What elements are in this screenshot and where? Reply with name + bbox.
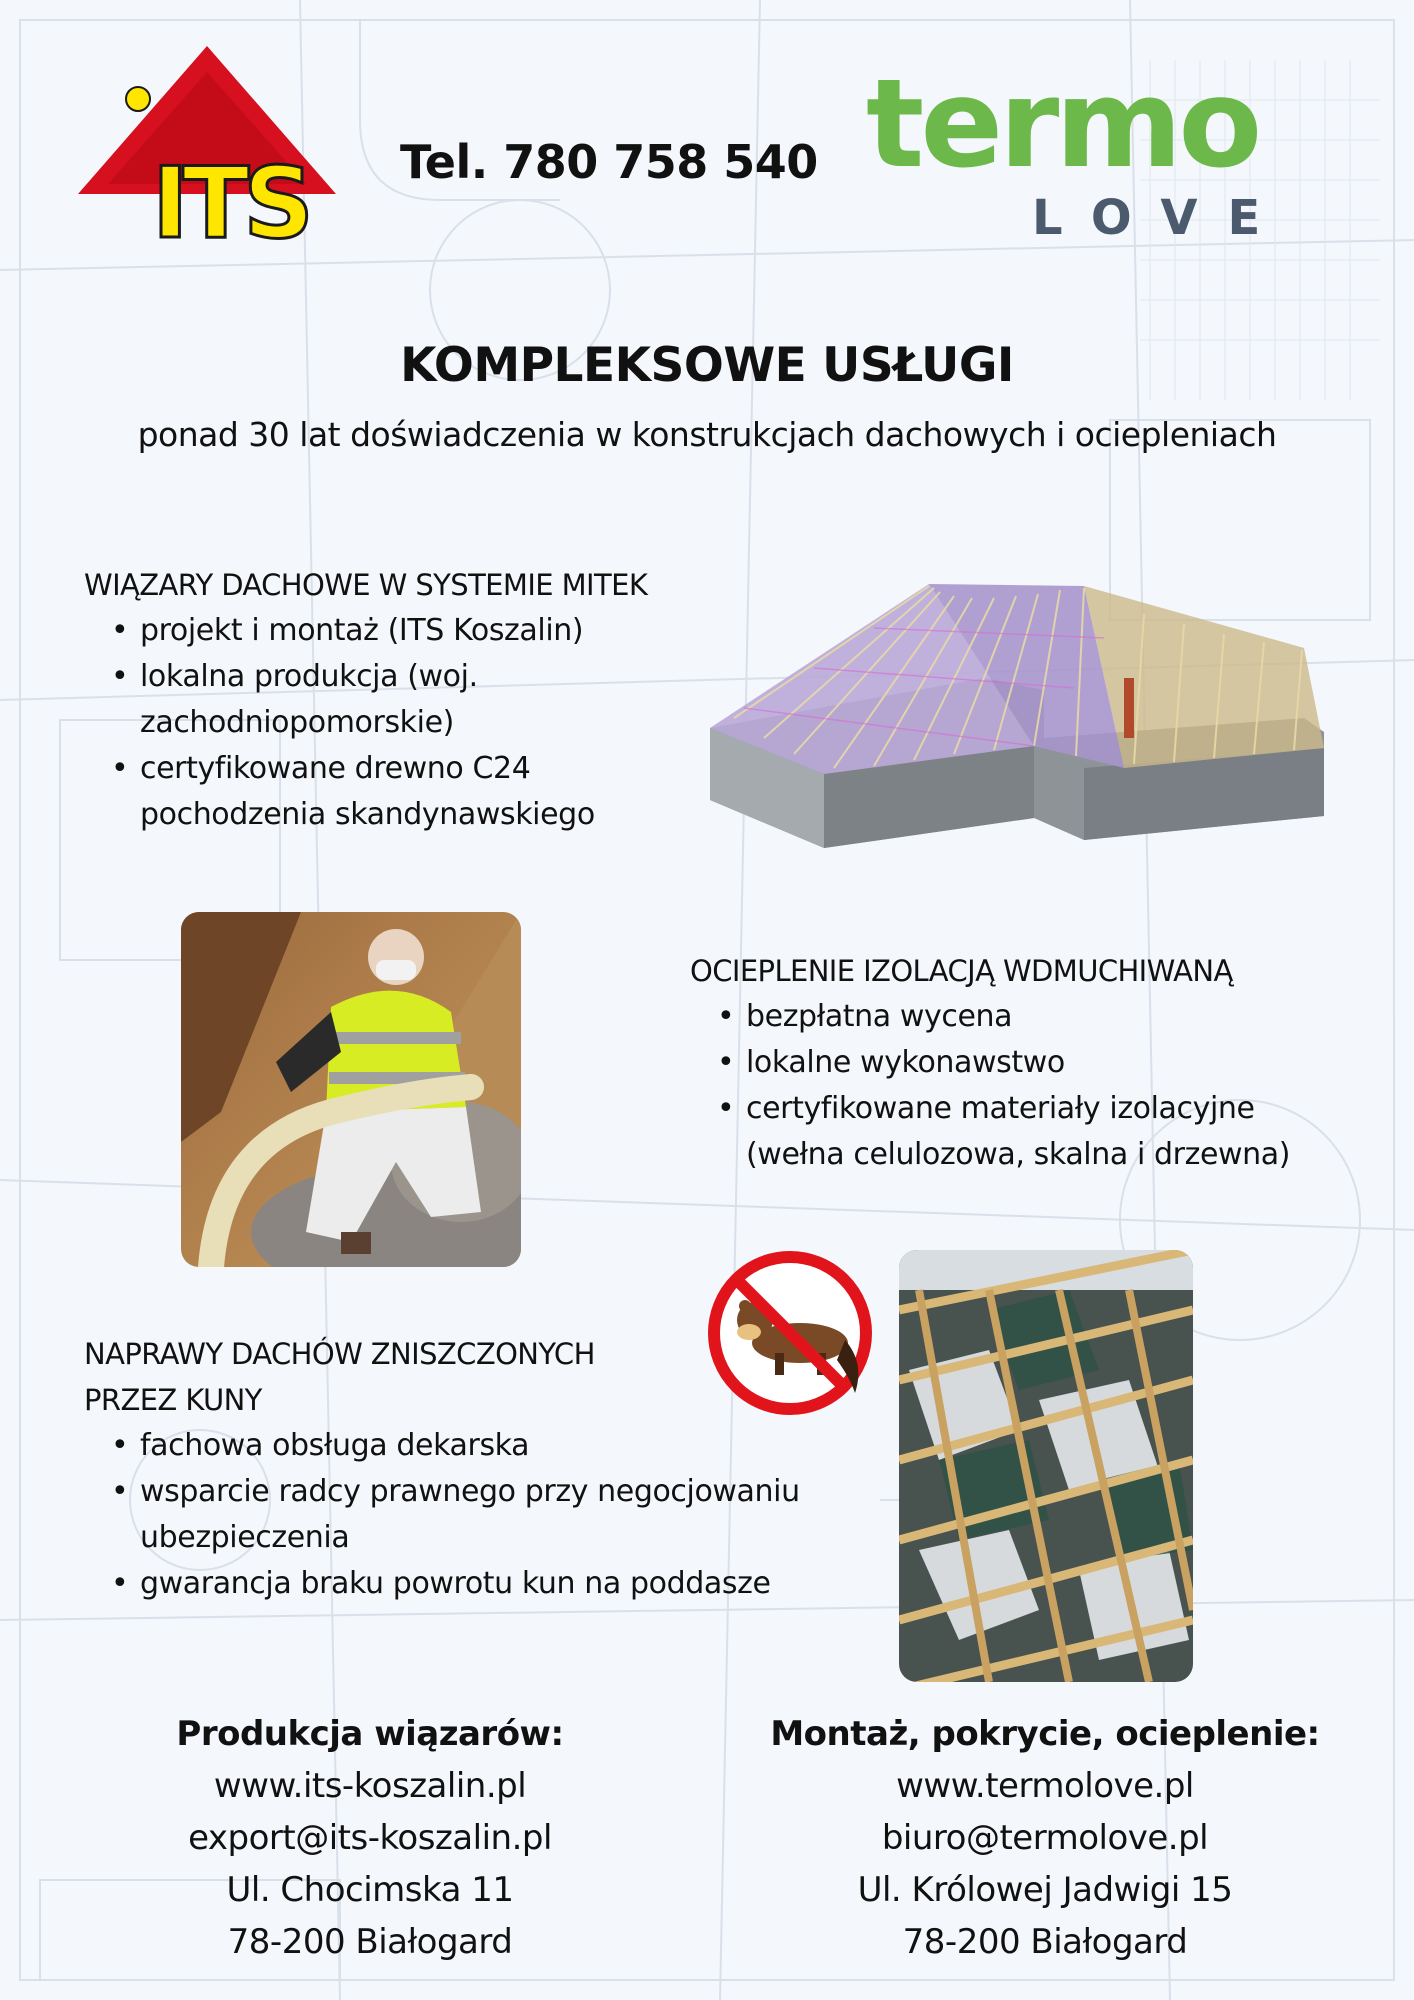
list-item: • projekt i montaż (ITS Koszalin) — [84, 608, 724, 654]
its-logo-text: ITS — [152, 147, 308, 244]
roof-truss-render-image — [704, 578, 1324, 848]
list-item: • gwarancja braku powrotu kun na poddasze — [84, 1561, 884, 1607]
trusses-heading: WIĄZARY DACHOWE W SYSTEMIE MITEK — [84, 568, 648, 602]
list-item: • lokalne wykonawstwo — [690, 1040, 1350, 1086]
footer-production-contact — [105, 1708, 635, 1968]
footer-right-heading: Montaż, pokrycie, ocieplenie: — [770, 1714, 1320, 1754]
list-item: • lokalna produkcja (woj. zachodniopomorskie) — [84, 654, 724, 746]
list-item: • fachowa obsługa dekarska — [84, 1423, 884, 1469]
list-item: • certyfikowane materiały izolacyjne (wełna celulozowa, skalna i drzewna) — [690, 1086, 1350, 1178]
footer-installation-contact — [745, 1708, 1345, 1968]
footer-left-heading: Produkcja wiązarów: — [176, 1714, 564, 1754]
repairs-heading-line1: NAPRAWY DACHÓW ZNISZCZONYCH — [84, 1337, 595, 1371]
termolove-logo — [862, 48, 1362, 248]
list-item: • certyfikowane drewno C24 pochodzenia skandynawskiego — [84, 746, 724, 838]
insulation-worker-photo — [181, 912, 521, 1267]
termolove-website-link[interactable]: www.termolove.pl — [896, 1766, 1194, 1806]
termolove-logo-bottom: LOVE — [1032, 190, 1291, 246]
termolove-email-link[interactable]: biuro@termolove.pl — [881, 1818, 1209, 1858]
list-item: • bezpłatna wycena — [690, 994, 1350, 1040]
termolove-street: Ul. Królowej Jadwigi 15 — [857, 1870, 1233, 1910]
insulation-heading: OCIEPLENIE IZOLACJĄ WDMUCHIWANĄ — [690, 954, 1233, 988]
its-website-link[interactable]: www.its-koszalin.pl — [213, 1766, 527, 1806]
insulation-section — [690, 948, 1350, 1178]
its-street: Ul. Chocimska 11 — [226, 1870, 514, 1910]
termolove-city: 78-200 Białogard — [902, 1922, 1188, 1962]
trusses-section — [84, 562, 724, 838]
page-subtitle: ponad 30 lat doświadczenia w konstrukcjach dachowych i ociepleniach — [137, 415, 1277, 454]
repairs-heading-line2: PRZEZ KUNY — [84, 1383, 262, 1417]
list-item: • wsparcie radcy prawnego przy negocjowaniu ubezpieczenia — [84, 1469, 884, 1561]
termolove-logo-top: termo — [866, 53, 1259, 195]
page-title: KOMPLEKSOWE USŁUGI — [400, 338, 1014, 393]
its-logo — [74, 44, 340, 244]
its-email-link[interactable]: export@its-koszalin.pl — [188, 1818, 552, 1858]
phone-number[interactable]: Tel. 780 758 540 — [400, 135, 818, 189]
its-city: 78-200 Białogard — [227, 1922, 513, 1962]
repairs-section — [84, 1331, 904, 1607]
damaged-roof-photo — [899, 1250, 1193, 1682]
